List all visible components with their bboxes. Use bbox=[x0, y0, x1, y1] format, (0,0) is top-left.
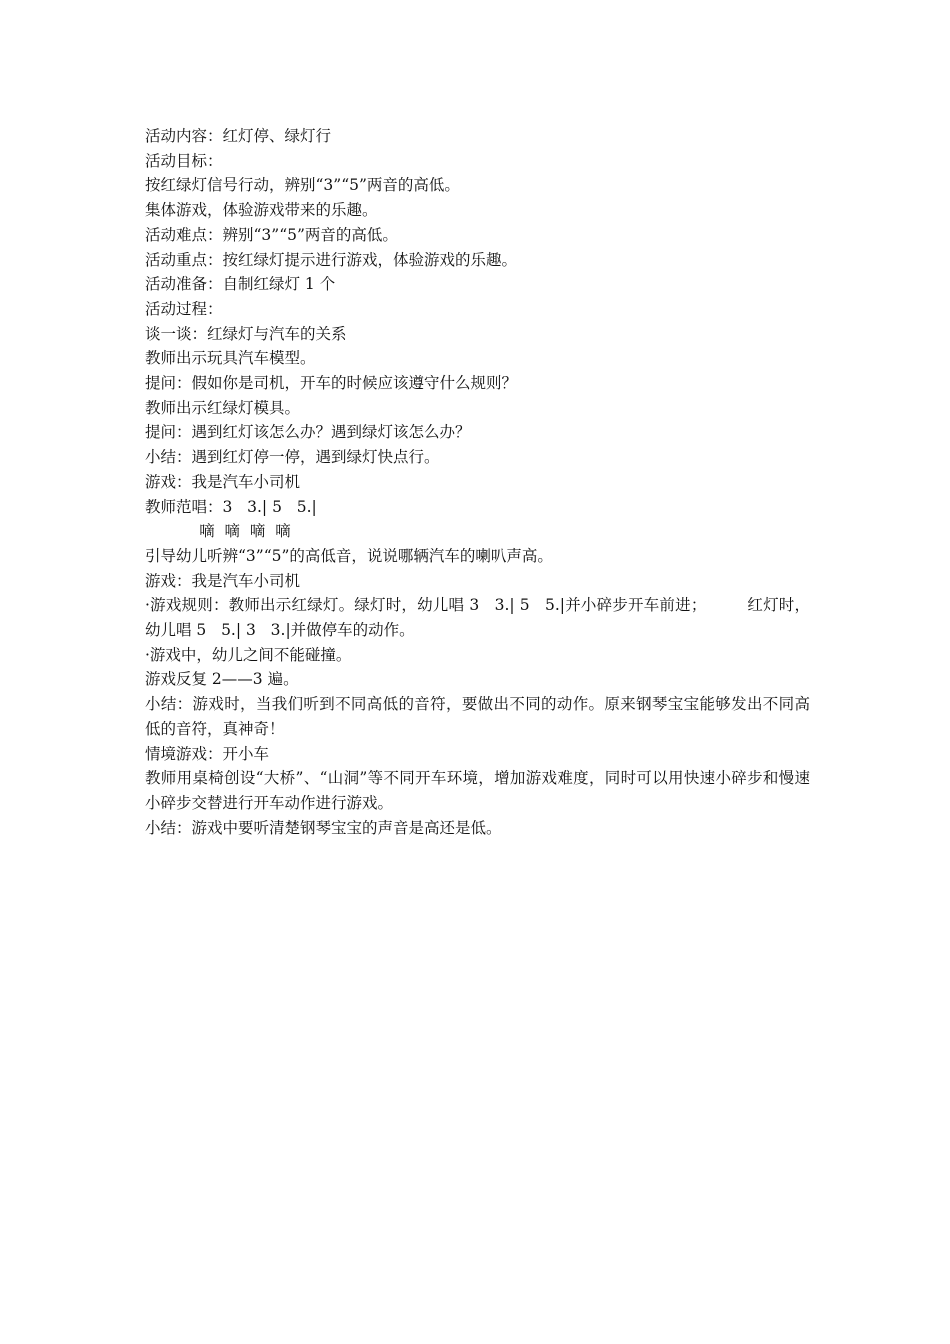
activity-content-line: 活动内容：红灯停、绿灯行 bbox=[145, 127, 332, 145]
game-rule-paragraph: ·游戏规则：教师出示红绿灯。绿灯时，幼儿唱 3 3.| 5 5.|并小碎步开车前进； 红灯时，幼儿唱 5 5.| 3 3.|并做停车的动作。 bbox=[145, 596, 810, 640]
final-summary-line: 小结：游戏中要听清楚钢琴宝宝的声音是高还是低。 bbox=[145, 818, 502, 837]
text-line: ·游戏中，幼儿之间不能碰撞。 bbox=[145, 645, 352, 664]
text-line: 游戏反复 2——3 遍。 bbox=[145, 670, 299, 689]
talk-heading: 谈一谈：红绿灯与汽车的关系 bbox=[145, 324, 347, 343]
text-line: 提问：遇到红灯该怎么办？遇到绿灯该怎么办？ bbox=[145, 423, 471, 442]
document-body bbox=[145, 124, 810, 840]
scene-game-paragraph: 教师用桌椅创设“大桥”、“山洞”等不同开车环境，增加游戏难度，同时可以用快速小碎步和慢速小碎步交替进行开车动作进行游戏。 bbox=[145, 769, 810, 812]
difficulty-line: 活动难点：辨别“3”“5”两音的高低。 bbox=[145, 225, 398, 244]
lyrics-line: 嘀 嘀 嘀 嘀 bbox=[145, 522, 291, 541]
game-heading: 游戏：我是汽车小司机 bbox=[145, 472, 301, 491]
text-line: 教师出示红绿灯模具。 bbox=[145, 398, 301, 417]
goal-line-1: 按红绿灯信号行动，辨别“3”“5”两音的高低。 bbox=[145, 176, 460, 195]
text-line: 小结：遇到红灯停一停，遇到绿灯快点行。 bbox=[145, 448, 440, 467]
scene-game-heading: 情境游戏：开小车 bbox=[145, 744, 270, 763]
preparation-line: 活动准备：自制红绿灯 1 个 bbox=[145, 275, 336, 294]
key-point-line: 活动重点：按红绿灯提示进行游戏，体验游戏的乐趣。 bbox=[145, 250, 518, 269]
summary-paragraph: 小结：游戏时，当我们听到不同高低的音符，要做出不同的动作。原来钢琴宝宝能够发出不同高低的音符，真神奇！ bbox=[145, 695, 810, 738]
notation-line: 教师范唱：3 3.| 5 5.| bbox=[145, 497, 317, 516]
text-line: 教师出示玩具汽车模型。 bbox=[145, 349, 316, 368]
process-heading: 活动过程： bbox=[145, 299, 223, 318]
activity-goal-heading: 活动目标： bbox=[145, 151, 223, 170]
text-line: 提问：假如你是司机，开车的时候应该遵守什么规则？ bbox=[145, 374, 518, 393]
goal-line-2: 集体游戏，体验游戏带来的乐趣。 bbox=[145, 201, 378, 220]
game-heading: 游戏：我是汽车小司机 bbox=[145, 571, 301, 590]
text-line: 引导幼儿听辨“3”“5”的高低音，说说哪辆汽车的喇叭声高。 bbox=[145, 546, 553, 565]
